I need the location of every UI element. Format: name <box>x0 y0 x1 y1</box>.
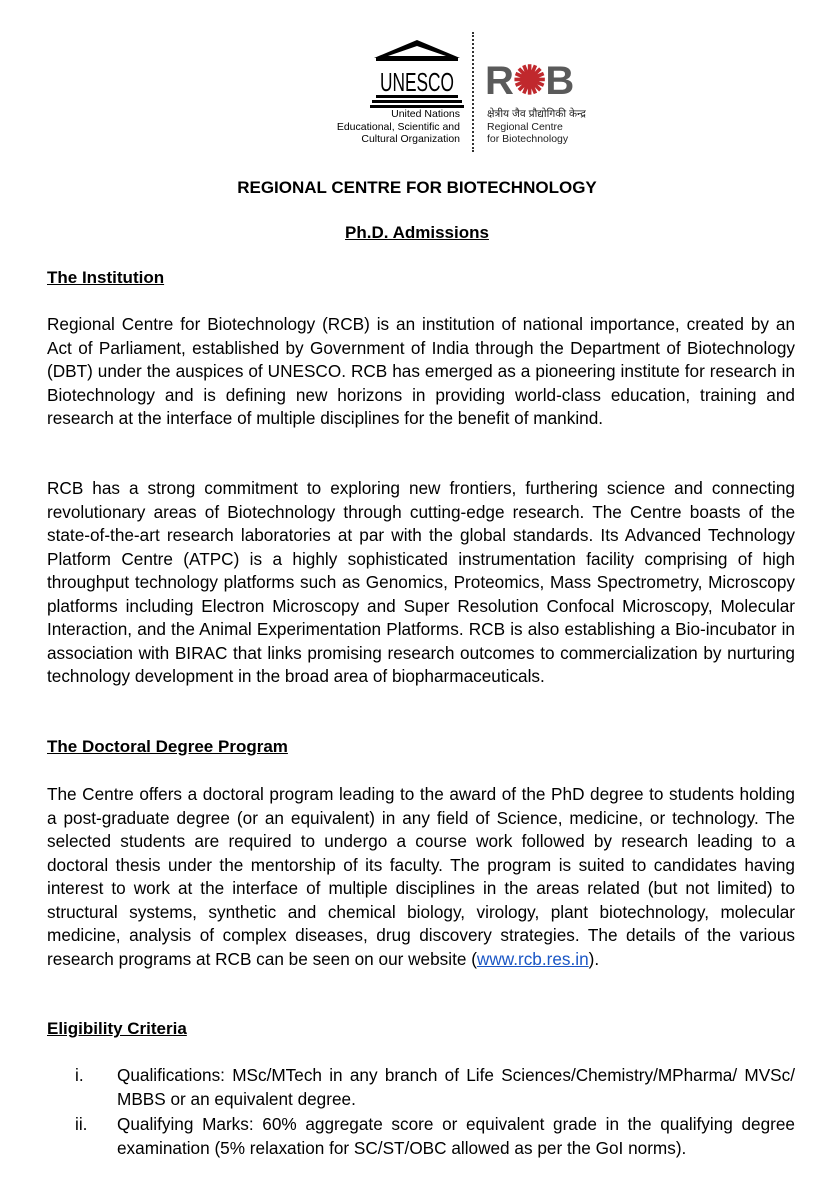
rcb-line: for Biotechnology <box>487 133 569 145</box>
list-text: Qualifications: MSc/MTech in any branch of Life Sciences/Chemistry/MPharma/ MVSc/ MBBS or an equivalent degree. <box>117 1065 795 1109</box>
unesco-line: Cultural Organization <box>361 133 460 145</box>
rcb-caption <box>487 108 586 146</box>
rcb-line: Regional Centre <box>487 120 563 133</box>
svg-text:UNESCO: UNESCO <box>380 67 454 97</box>
section-heading-institution: The Institution <box>47 268 165 287</box>
rcb-logo: R✺B <box>485 59 574 103</box>
rcb-line-hindi: क्षेत्रीय जैव प्रौद्योगिकी केन्द्र <box>487 108 586 120</box>
list-item <box>47 1064 795 1111</box>
section-heading-doctoral: The Doctoral Degree Program <box>47 737 288 756</box>
list-number: i. <box>75 1065 84 1085</box>
logo-divider <box>472 32 474 152</box>
header-logos <box>320 28 590 153</box>
document-subtitle: Ph.D. Admissions <box>345 223 489 242</box>
list-text: Qualifying Marks: 60% aggregate score or equivalent grade in the qualifying degree examination (5% relaxation for SC/ST/OBC allowed as per the GoI norms). <box>117 1114 795 1158</box>
institution-paragraph-2: RCB has a strong commitment to exploring new frontiers, furthering science and connecting revolutionary areas of Biotechnology through cutting-edge research. The Centre boasts of the state-of-the-art research laboratories at par with the global standards. Its Advanced Technology Platform Centre (ATPC) is a highly sophisticated instrumentation facility comprising of high throughput technology platforms such as Genomics, Proteomics, Mass Spectrometry, Microscopy platforms including Electron Microscopy and Super Resolution Confocal Microscopy, Molecular Interaction, and the Animal Experimentation Platforms. RCB is also establishing a Bio-incubator in association with BIRAC that links promising research outcomes to commercialization by nurturing technology development in the broad area of biopharmaceuticals. <box>47 478 795 686</box>
unesco-line: Educational, Scientific and <box>336 120 460 133</box>
list-number: ii. <box>75 1114 88 1134</box>
unesco-line: United Nations <box>391 108 460 120</box>
document-title: REGIONAL CENTRE FOR BIOTECHNOLOGY <box>237 178 597 197</box>
institution-paragraph-1: Regional Centre for Biotechnology (RCB) is an institution of national importance, created by an Act of Parliament, established by Government of India through the Department of Biotechnology (DBT) under the auspices of UNESCO. RCB has emerged as a pioneering institute for research in Biotechnology and is defining new horizons in providing world-class education, training and research at the interface of multiple disciplines for the benefit of mankind. <box>47 314 795 428</box>
unesco-caption <box>310 108 460 146</box>
doctoral-paragraph <box>47 783 795 971</box>
unesco-temple-icon <box>372 38 462 110</box>
paren: ( <box>471 948 477 969</box>
paren: ). <box>588 948 600 969</box>
eligibility-list <box>47 1064 795 1162</box>
section-heading-eligibility: Eligibility Criteria <box>47 1019 187 1038</box>
doctoral-text: The Centre offers a doctoral program leading to the award of the PhD degree to students holding a post-graduate degree (or an equivalent) in any field of Science, medicine, or technology. The selected students are required to undergo a course work followed by research leading to a doctoral thesis under the mentorship of its faculty. The program is suited to candidates having interest to work at the interface of multiple disciplines in the areas related (but not limited) to structural systems, synthetic and chemical biology, virology, plant biotechnology, molecular medicine, analysis of complex diseases, drug discovery strategies. The details of the various research programs at RCB can be seen on our website <box>47 784 795 969</box>
list-item <box>47 1113 795 1160</box>
website-link[interactable]: www.rcb.res.in <box>476 948 589 969</box>
